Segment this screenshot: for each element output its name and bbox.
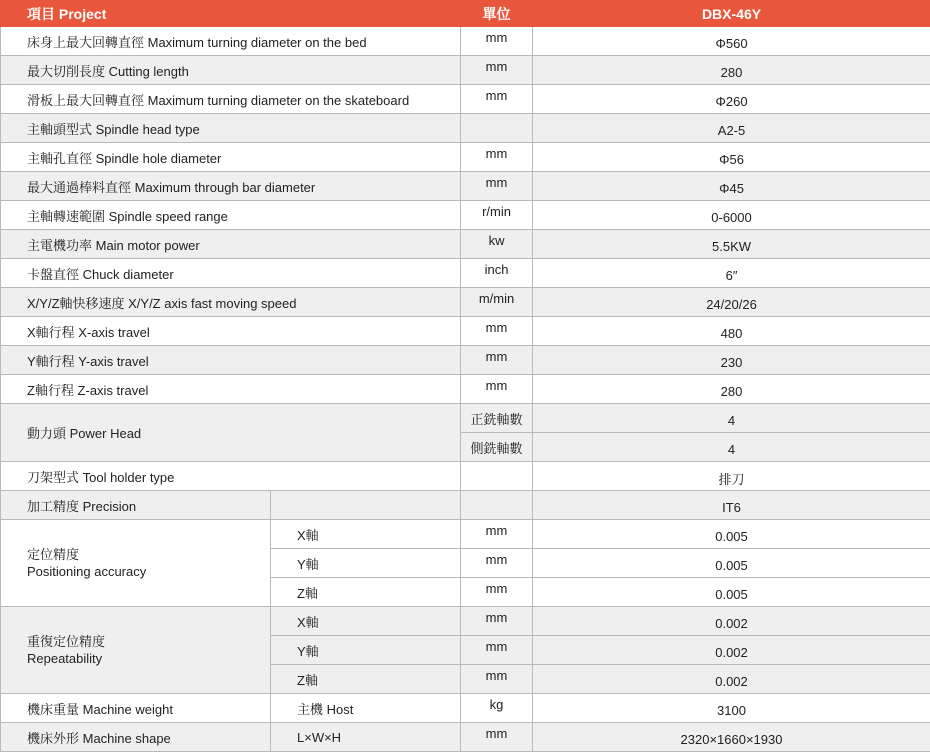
positioning-label [1,520,271,607]
table-row [1,172,930,201]
row-value: Φ56 [533,143,930,172]
weight-value: 3100 [533,694,930,723]
table-row [1,143,930,172]
repeatability-axis: Z軸 [271,665,461,694]
precision-row [1,491,930,520]
row-unit: mm [461,27,533,56]
row-unit: mm [461,56,533,85]
row-value: A2-5 [533,114,930,143]
repeatability-label-cn: 重復定位精度 [27,633,270,650]
row-label: 卡盤直徑 Chuck diameter [1,259,461,288]
row-unit [461,114,533,143]
positioning-value: 0.005 [533,549,930,578]
precision-unit [461,491,533,520]
repeatability-row [1,607,930,636]
row-value: 6″ [533,259,930,288]
table-row [1,375,930,404]
repeatability-label-en: Repeatability [27,650,270,667]
row-unit: mm [461,172,533,201]
header-model: DBX-46Y [533,1,930,27]
power-head-sub-unit: 側銑軸數 [461,433,533,462]
repeatability-unit: mm [461,665,533,694]
table-row [1,27,930,56]
row-value: 480 [533,317,930,346]
row-unit: mm [461,375,533,404]
row-value: 0-6000 [533,201,930,230]
weight-unit: kg [461,694,533,723]
shape-row [1,723,930,752]
shape-label: 機床外形 Machine shape [1,723,271,752]
power-head-sub-value: 4 [533,433,930,462]
positioning-unit: mm [461,578,533,607]
row-unit: inch [461,259,533,288]
row-unit: mm [461,317,533,346]
repeatability-label [1,607,271,694]
row-value: 280 [533,56,930,85]
table-row [1,56,930,85]
precision-sub [271,491,461,520]
row-unit: mm [461,346,533,375]
row-value: 5.5KW [533,230,930,259]
table-row [1,114,930,143]
power-head-label: 動力頭 Power Head [1,404,461,462]
row-unit: kw [461,230,533,259]
repeatability-axis: X軸 [271,607,461,636]
row-value: 280 [533,375,930,404]
row-value: 230 [533,346,930,375]
row-label: 最大切削長度 Cutting length [1,56,461,85]
row-value: Φ45 [533,172,930,201]
weight-sub: 主機 Host [271,694,461,723]
row-label: 床身上最大回轉直徑 Maximum turning diameter on the bed [1,27,461,56]
row-unit: mm [461,85,533,114]
row-label: X/Y/Z軸快移速度 X/Y/Z axis fast moving speed [1,288,461,317]
tool-holder-label: 刀架型式 Tool holder type [1,462,461,491]
weight-label: 機床重量 Machine weight [1,694,271,723]
row-unit: mm [461,143,533,172]
repeatability-value: 0.002 [533,665,930,694]
shape-value: 2320×1660×1930 [533,723,930,752]
row-label: Z軸行程 Z-axis travel [1,375,461,404]
row-value: 24/20/26 [533,288,930,317]
tool-holder-unit [461,462,533,491]
positioning-row [1,520,930,549]
weight-row [1,694,930,723]
table-row [1,346,930,375]
table-row [1,288,930,317]
repeatability-unit: mm [461,636,533,665]
row-unit: m/min [461,288,533,317]
positioning-value: 0.005 [533,520,930,549]
row-label: 主軸轉速範圍 Spindle speed range [1,201,461,230]
table-row [1,201,930,230]
row-label: Y軸行程 Y-axis travel [1,346,461,375]
repeatability-value: 0.002 [533,607,930,636]
precision-value: IT6 [533,491,930,520]
table-row [1,230,930,259]
row-value: Φ260 [533,85,930,114]
row-label: 最大通過棒料直徑 Maximum through bar diameter [1,172,461,201]
row-label: 主軸孔直徑 Spindle hole diameter [1,143,461,172]
row-value: Φ560 [533,27,930,56]
shape-sub: L×W×H [271,723,461,752]
repeatability-unit: mm [461,607,533,636]
positioning-unit: mm [461,549,533,578]
header-unit: 單位 [461,1,533,27]
power-head-sub-value: 4 [533,404,930,433]
table-row [1,85,930,114]
row-unit: r/min [461,201,533,230]
row-label: 主電機功率 Main motor power [1,230,461,259]
precision-label: 加工精度 Precision [1,491,271,520]
power-head-sub-unit: 正銑軸數 [461,404,533,433]
header-row [1,1,930,27]
positioning-axis: Y軸 [271,549,461,578]
shape-unit: mm [461,723,533,752]
positioning-axis: X軸 [271,520,461,549]
header-project: 項目 Project [1,1,461,27]
tool-holder-value: 排刀 [533,462,930,491]
table-row [1,317,930,346]
positioning-axis: Z軸 [271,578,461,607]
positioning-label-cn: 定位精度 [27,546,270,563]
positioning-value: 0.005 [533,578,930,607]
repeatability-value: 0.002 [533,636,930,665]
repeatability-axis: Y軸 [271,636,461,665]
tool-holder-row [1,462,930,491]
row-label: X軸行程 X-axis travel [1,317,461,346]
row-label: 滑板上最大回轉直徑 Maximum turning diameter on the skateboard [1,85,461,114]
positioning-unit: mm [461,520,533,549]
positioning-label-en: Positioning accuracy [27,563,270,580]
table-row [1,259,930,288]
row-label: 主軸頭型式 Spindle head type [1,114,461,143]
power-head-row [1,404,930,433]
